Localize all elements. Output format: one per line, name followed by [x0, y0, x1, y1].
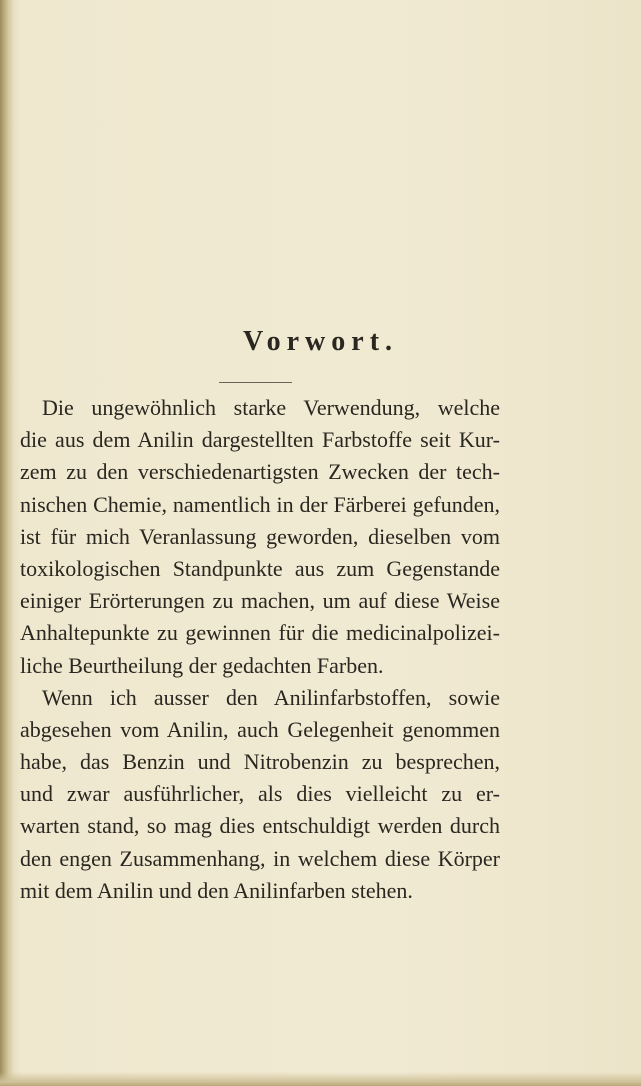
text-line: Wenn ich ausser den Anilinfarbstoffen, sowie	[42, 684, 500, 710]
page-spine-shadow	[0, 0, 14, 1086]
text-line: nischen Chemie, namentlich in der Färberei gefunden,	[20, 491, 500, 517]
body-text	[20, 392, 500, 907]
text-line: abgesehen vom Anilin, auch Gelegenheit genommen	[20, 716, 500, 742]
page-bottom-edge	[0, 1072, 641, 1086]
text-line: ist für mich Veranlassung geworden, dieselben vom	[20, 523, 500, 549]
text-line: liche Beurtheilung der gedachten Farben.	[20, 652, 384, 678]
text-line: einiger Erörterungen zu machen, um auf diese Weise	[20, 588, 500, 614]
text-line: habe, das Benzin und Nitrobenzin zu besprechen,	[20, 749, 500, 775]
text-line: die aus dem Anilin dargestellten Farbstoffe seit Kur-	[20, 427, 500, 453]
text-line: zem zu den verschiedenartigsten Zwecken der tech-	[20, 459, 500, 485]
title-rule	[219, 382, 292, 383]
text-line: warten stand, so mag dies entschuldigt werden durch	[20, 813, 500, 839]
text-line: und zwar ausführlicher, als dies vielleicht zu er-	[20, 781, 500, 807]
text-line: toxikologischen Standpunkte aus zum Gegenstande	[20, 555, 500, 581]
text-line: mit dem Anilin und den Anilinfarben stehen.	[20, 877, 413, 903]
text-line: den engen Zusammenhang, in welchem diese Körper	[20, 845, 500, 871]
text-line: Die ungewöhnlich starke Verwendung, welche	[42, 395, 500, 420]
text-line: Anhaltepunkte zu gewinnen für die medicinalpolizei-	[20, 620, 500, 646]
page-title: Vorwort.	[242, 326, 399, 357]
